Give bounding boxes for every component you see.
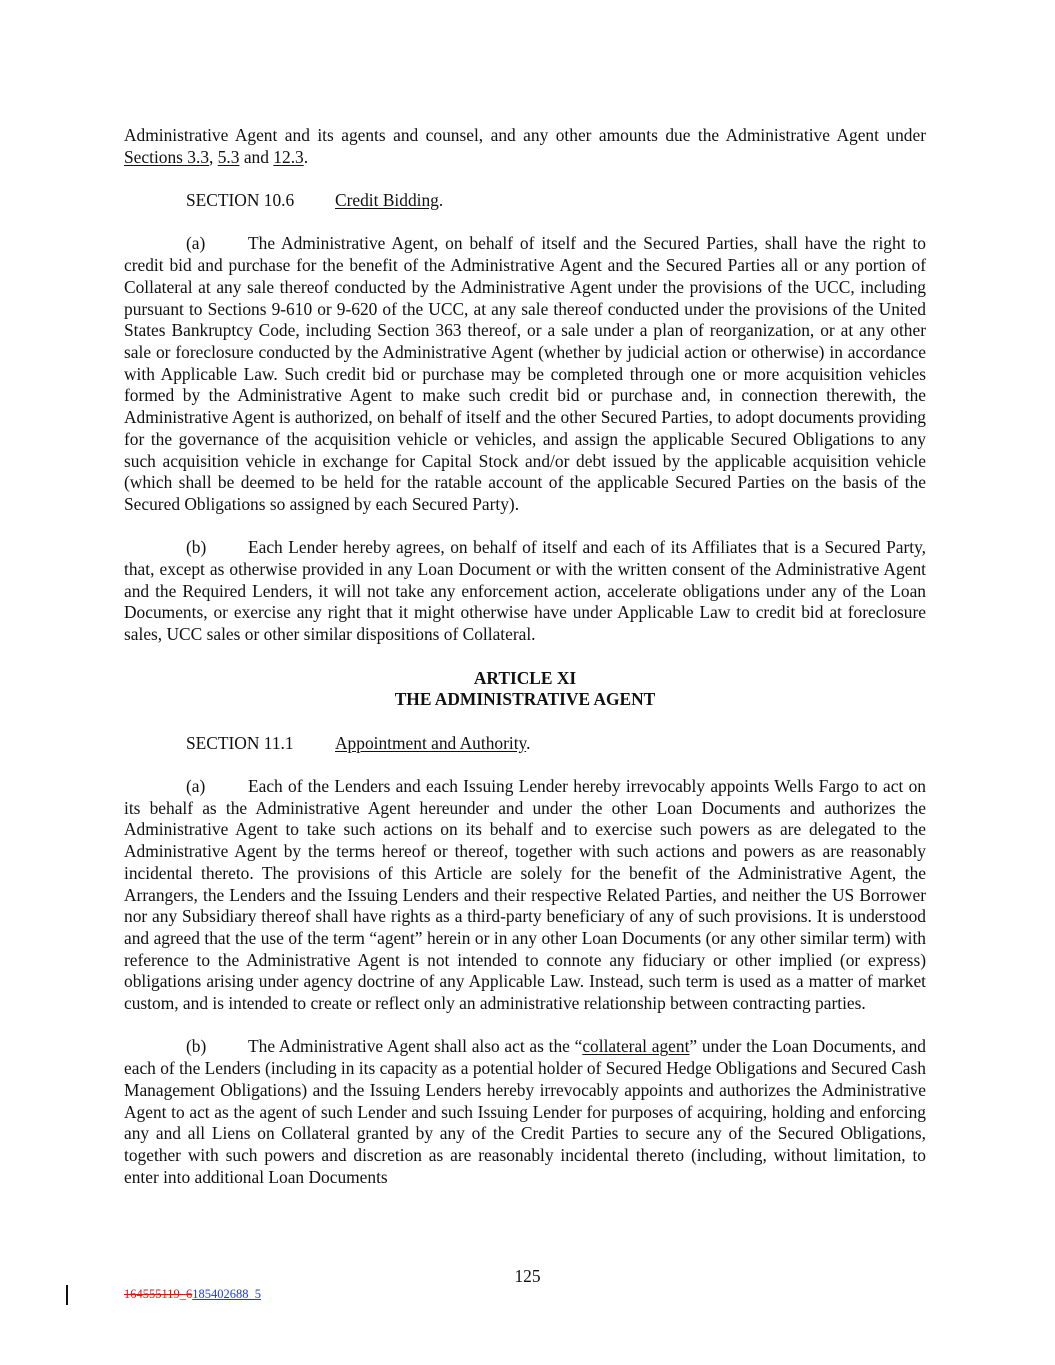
paragraph-10-6-b: (b) Each Lender hereby agrees, on behalf of itself and each of its Affiliates that is a Secured Party, that, except as otherwise provided in any Loan Document or with the written consent of the Administrative Agent and the Required Lenders, it will not take any enforcement action, accelerate obligations under any of the Loan Documents, or exercise any right that it might otherwise have under Applicable Law to credit bid at foreclosure sales, UCC sales or other similar dispositions of Collateral. — [124, 537, 926, 645]
deleted-doc-id: 164555119_6 — [124, 1287, 193, 1301]
document-body — [124, 125, 926, 1188]
paragraph-label: (b) — [186, 537, 207, 558]
section-ref-12-3: 12.3 — [273, 146, 304, 167]
page-number: 125 — [514, 1266, 541, 1286]
paragraph-10-6-a: (a) The Administrative Agent, on behalf of itself and the Secured Parties, shall have the right to credit bid and purchase for the benefit of the Administrative Agent and the Secured Parties all or any portion of Collateral at any sale thereof conducted by the Administrative Agent under the provisions of the UCC, including pursuant to Sections 9-610 or 9-620 of the UCC, at any sale thereof conducted under the provisions of the United States Bankruptcy Code, including Section 363 thereof, or a sale under a plan of reorganization, or at any other sale or foreclosure conducted by the Administrative Agent (whether by judicial action or otherwise) in accordance with Applicable Law. Such credit bid or purchase may be completed through one or more acquisition vehicles formed by the Administrative Agent to make such credit bid or purchase and, in connection therewith, the Administrative Agent is authorized, on behalf of itself and the other Secured Parties, to adopt documents providing for the governance of the acquisition vehicle or vehicles, and assign the applicable Secured Obligations to any such acquisition vehicle in exchange for Capital Stock and/or debt issued by the applicable acquisition vehicle (which shall be deemed to be held for the ratable account of the applicable Secured Parties on the basis of the Secured Obligations so assigned by each Secured Party). — [124, 233, 926, 514]
inserted-doc-id: 185402688_5 — [192, 1287, 262, 1301]
defined-term-collateral-agent: collateral agent — [582, 1036, 690, 1057]
section-ref-3-3: Sections 3.3 — [124, 146, 210, 167]
article-number: ARTICLE XI — [473, 667, 577, 688]
paragraph-continuation: Administrative Agent and its agents and counsel, and any other amounts due the Administrative Agent under Sections 3.3, 5.3 and 12.3. — [124, 125, 926, 167]
footer-doc-id — [124, 1287, 261, 1302]
section-number: SECTION 10.6 — [186, 190, 295, 211]
paragraph-label: (b) — [186, 1036, 207, 1057]
paragraph-label: (a) — [186, 776, 206, 796]
section-number: SECTION 11.1 — [186, 732, 294, 753]
section-heading-11-1: SECTION 11.1 Appointment and Authority. — [186, 732, 531, 753]
article-title: THE ADMINISTRATIVE AGENT — [394, 689, 656, 710]
section-title: Appointment and Authority — [335, 732, 527, 753]
section-title: Credit Bidding — [335, 190, 439, 211]
paragraph-11-1-a: (a) Each of the Lenders and each Issuing Lender hereby irrevocably appoints Wells Fargo to act on its behalf as the Administrative Agent hereunder and under the other Loan Documents and authorizes the Administrative Agent to take such actions on its behalf and to exercise such powers as are delegated to the Administrative Agent by the terms hereof or thereof, together with such actions and powers as are reasonably incidental thereto. The provisions of this Article are solely for the benefit of the Administrative Agent, the Arrangers, the Lenders and the Issuing Lenders and their respective Related Parties, and neither the US Borrower nor any Subsidiary thereof shall have rights as a third-party beneficiary of any of such provisions. It is understood and agreed that the use of the term “agent” herein or in any other Loan Documents (or any other similar term) with reference to the Administrative Agent is not intended to connote any fiduciary or other implied (or express) obligations arising under agency doctrine of any Applicable Law. Instead, such term is used as a matter of market custom, and is intended to create or reflect only an administrative relationship between contracting parties. — [124, 776, 926, 1014]
paragraph-label: (a) — [186, 233, 206, 254]
change-bar — [66, 1285, 68, 1305]
paragraph-11-1-b: (b) The Administrative Agent shall also act as the “collateral agent” under the Loan Documents, and each of the Lenders (including in its capacity as a potential holder of Secured Hedge Obligations and Secured Cash Management Obligations) and the Issuing Lenders hereby irrevocably appoints and authorizes the Administrative Agent to act as the agent of such Lender and such Issuing Lender for purposes of acquiring, holding and enforcing any and all Liens on Collateral granted by any of the Credit Parties to secure any of the Secured Obligations, together with such powers and discretion as are reasonably incidental thereto (including, without limitation, to enter into additional Loan Documents — [124, 1036, 926, 1187]
section-heading-10-6: SECTION 10.6 Credit Bidding. — [186, 190, 444, 211]
section-ref-5-3: 5.3 — [217, 146, 240, 167]
